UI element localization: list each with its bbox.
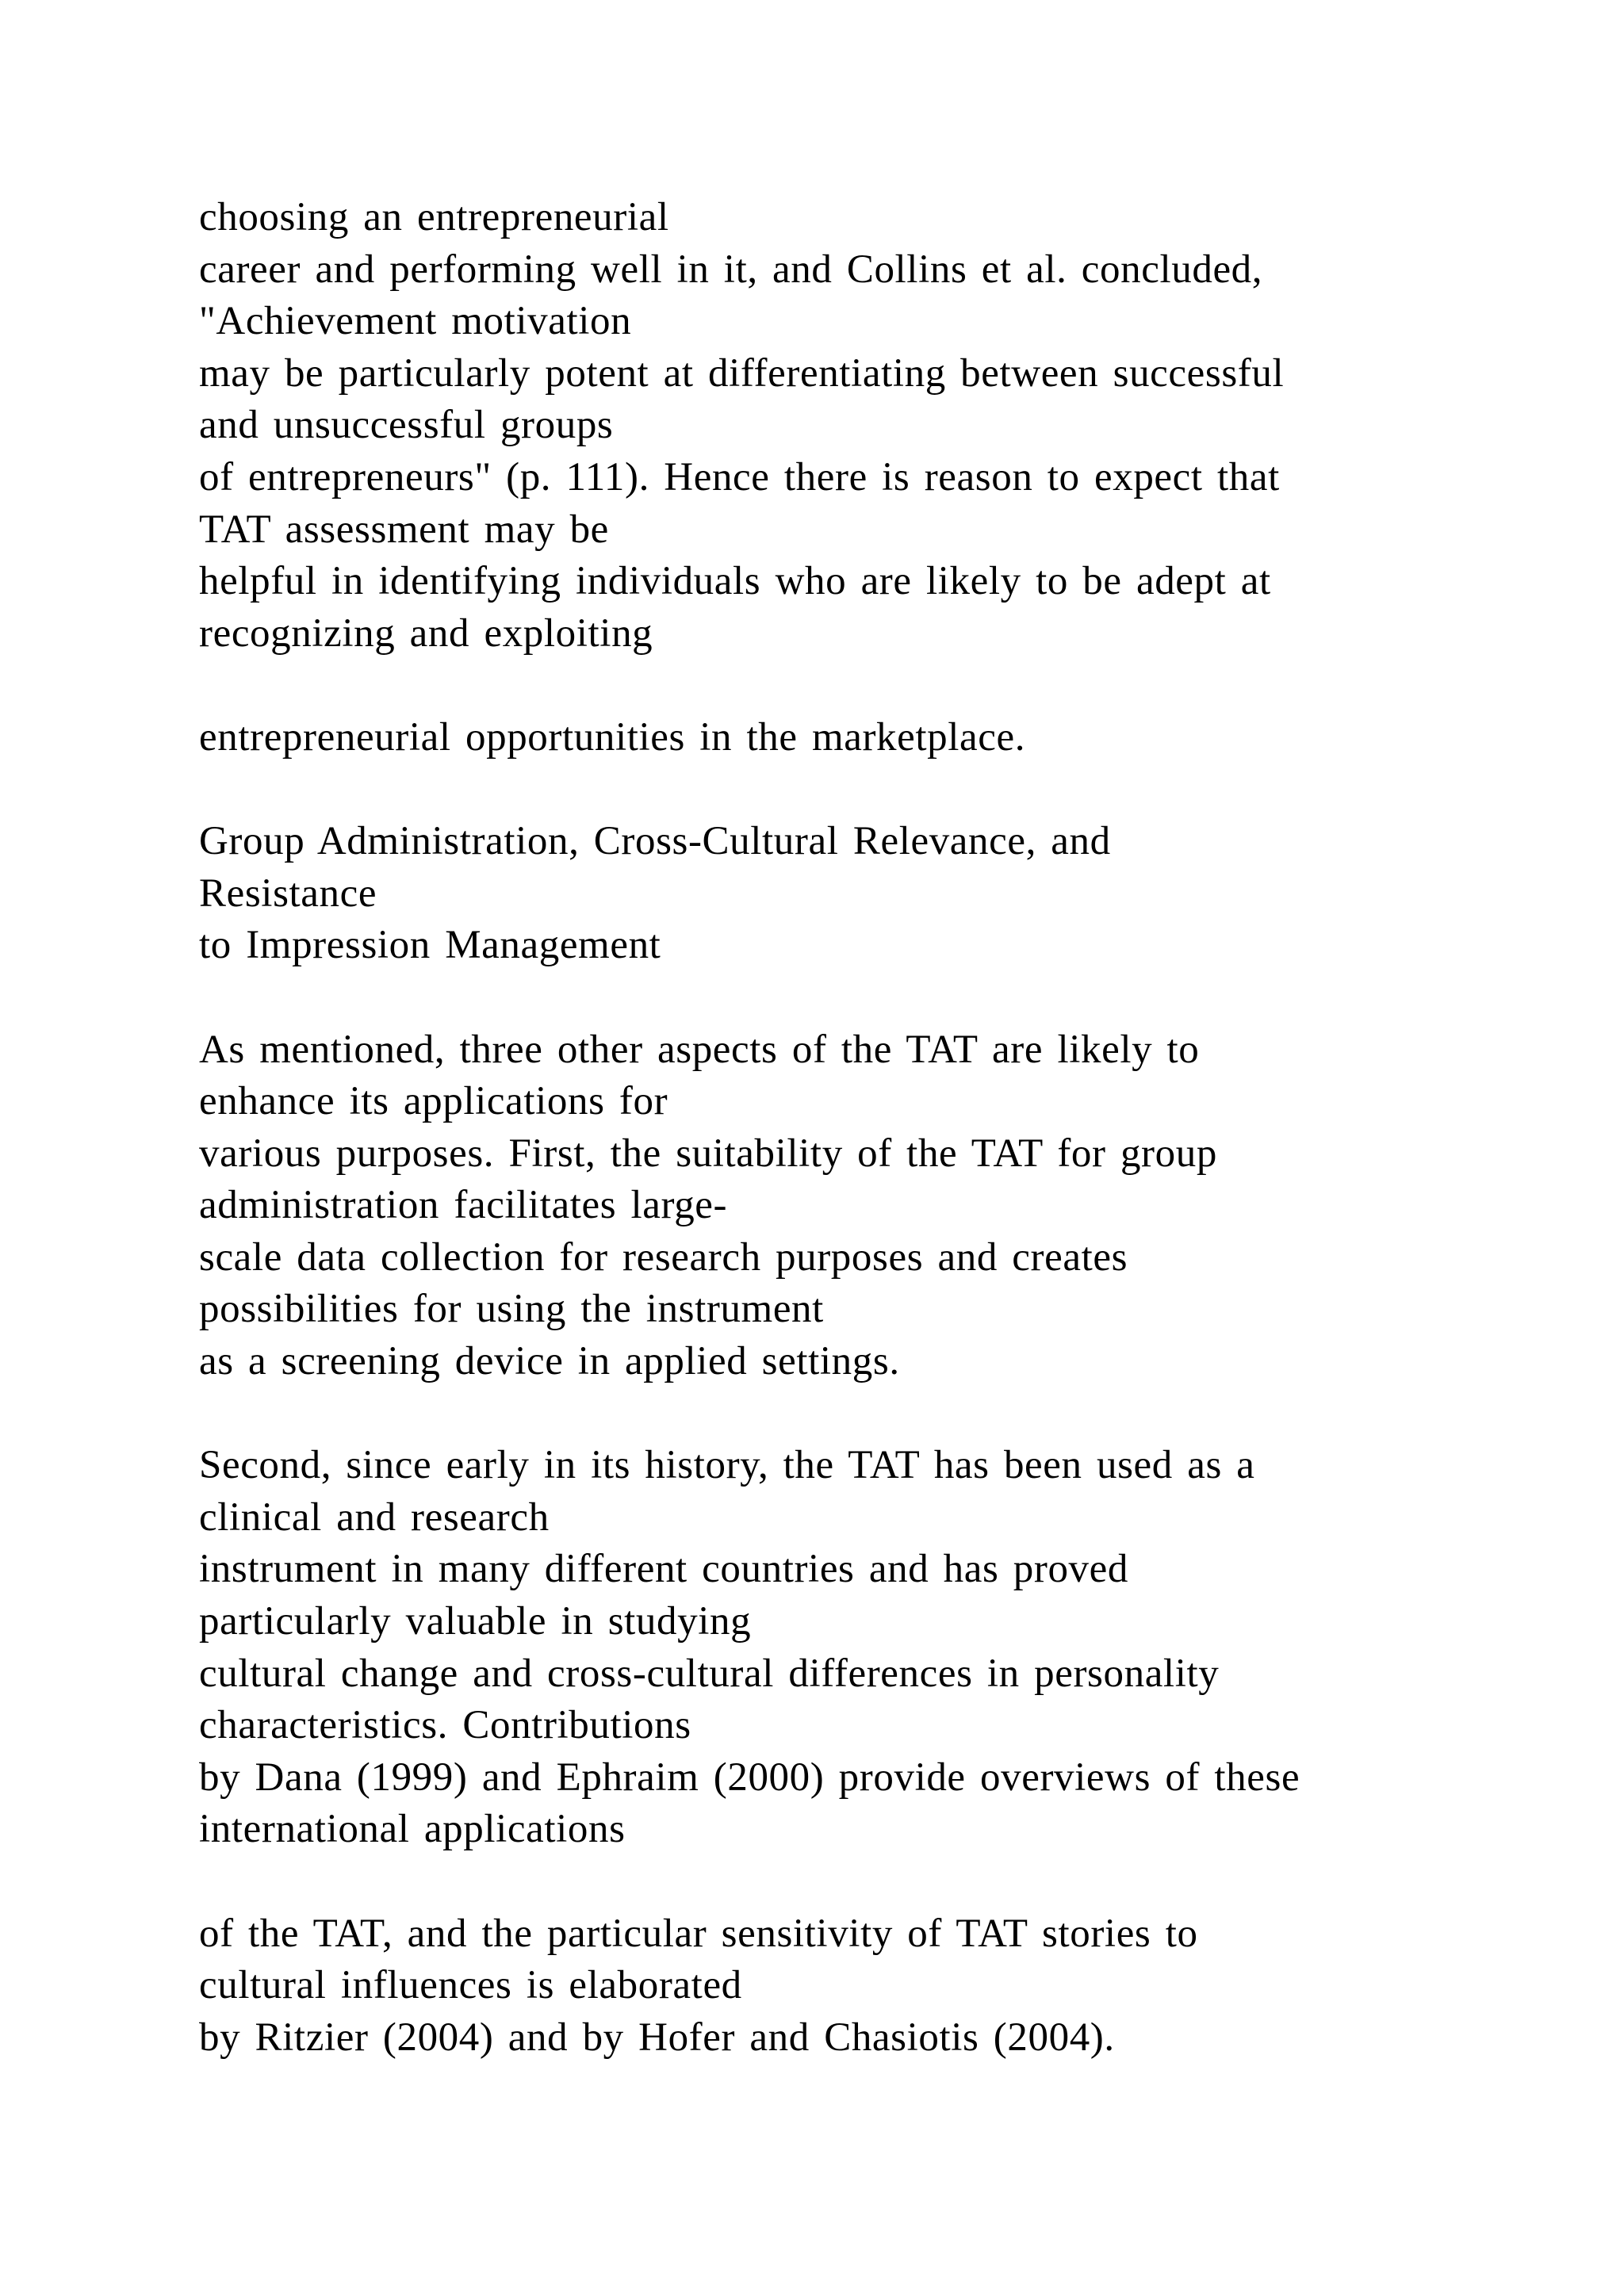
text-line: instrument in many different countries and has proved <box>199 1547 1128 1592</box>
text-line: entrepreneurial opportunities in the marketplace. <box>199 714 1026 760</box>
section-heading-line: Group Administration, Cross-Cultural Relevance, and <box>199 819 1111 864</box>
text-line: of entrepreneurs" (p. 111). Hence there is reason to expect that <box>199 454 1280 499</box>
text-line: of the TAT, and the particular sensitivity of TAT stories to <box>199 1911 1198 1956</box>
paragraph-gap <box>199 764 1595 817</box>
text-line: by Dana (1999) and Ephraim (2000) provide overviews of these <box>199 1755 1300 1800</box>
paragraph-gap <box>199 1856 1595 1908</box>
paragraph-gap <box>199 972 1595 1024</box>
text-line: by Ritzier (2004) and by Hofer and Chasiotis (2004). <box>199 2015 1115 2060</box>
text-line: TAT assessment may be <box>199 507 609 552</box>
text-line: cultural change and cross-cultural differences in personality <box>199 1651 1220 1696</box>
section-heading-line: to Impression Management <box>199 923 661 968</box>
text-line: cultural influences is elaborated <box>199 1963 742 2008</box>
text-line: Second, since early in its history, the TAT has been used as a <box>199 1443 1255 1488</box>
text-line: As mentioned, three other aspects of the TAT are likely to <box>199 1027 1200 1072</box>
text-line: may be particularly potent at differentiating between successful <box>199 350 1285 396</box>
text-line: international applications <box>199 1807 626 1852</box>
text-line: enhance its applications for <box>199 1079 668 1124</box>
paragraph-gap <box>199 1388 1595 1441</box>
text-line: administration facilitates large- <box>199 1183 728 1228</box>
section-heading-line: Resistance <box>199 871 377 916</box>
text-line: scale data collection for research purposes and creates <box>199 1234 1128 1280</box>
body-text <box>199 192 1595 2064</box>
text-line: clinical and research <box>199 1494 550 1540</box>
text-line: as a screening device in applied settings. <box>199 1339 900 1384</box>
text-line: characteristics. Contributions <box>199 1703 691 1748</box>
text-line: and unsuccessful groups <box>199 403 614 448</box>
paragraph-gap <box>199 660 1595 712</box>
text-line: possibilities for using the instrument <box>199 1287 824 1332</box>
text-line: "Achievement motivation <box>199 299 632 344</box>
text-line: various purposes. First, the suitability of the TAT for group <box>199 1131 1217 1176</box>
text-line: recognizing and exploiting <box>199 610 653 656</box>
text-line: particularly valuable in studying <box>199 1599 752 1644</box>
text-line: choosing an entrepreneurial <box>199 195 669 239</box>
text-line: helpful in identifying individuals who are likely to be adept at <box>199 559 1271 604</box>
text-line: career and performing well in it, and Collins et al. concluded, <box>199 247 1263 292</box>
